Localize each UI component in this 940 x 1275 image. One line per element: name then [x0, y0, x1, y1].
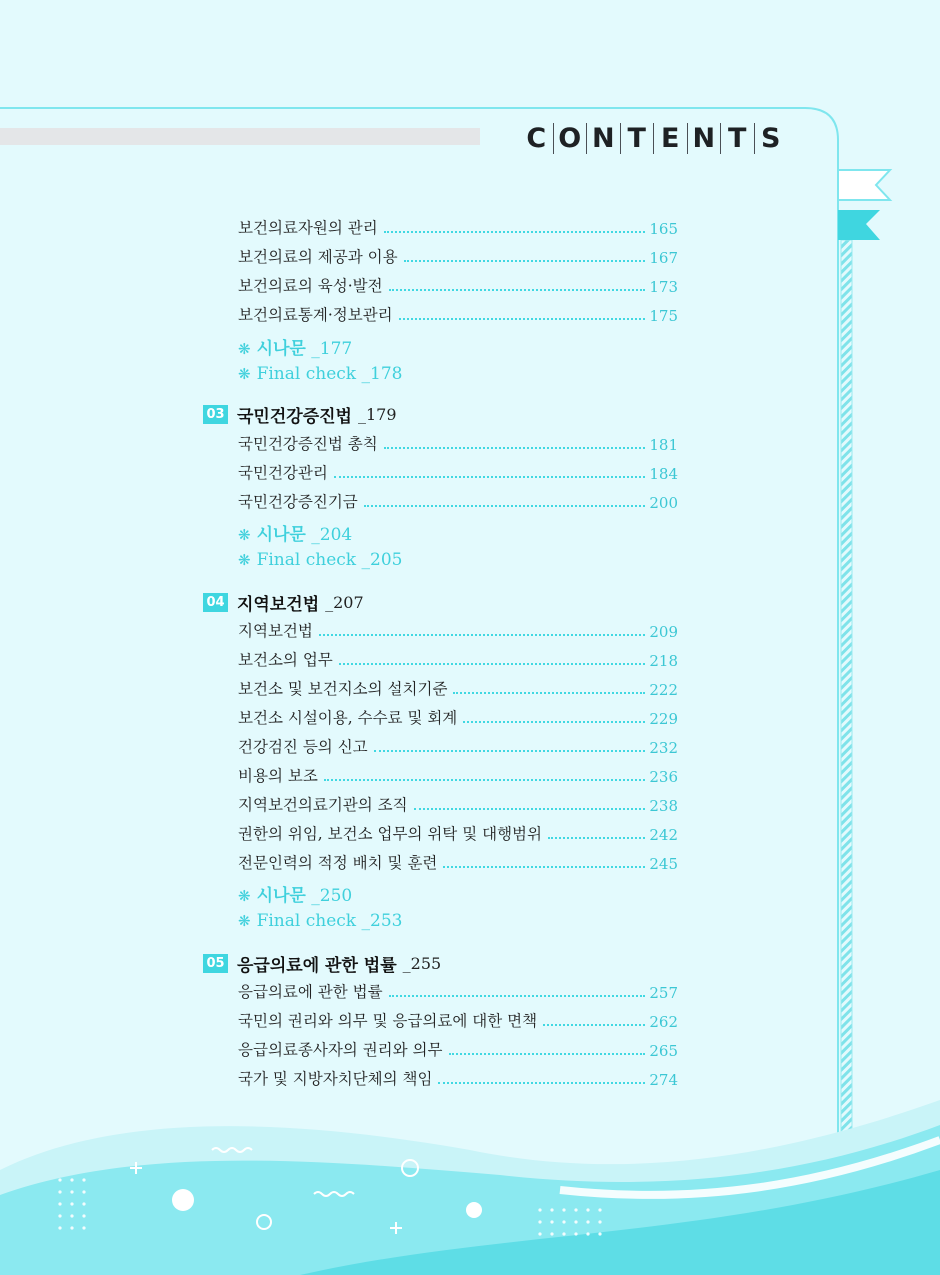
toc-entry[interactable] — [238, 490, 678, 512]
toc-scenario[interactable]: ❋ 시나문 _204 — [238, 525, 353, 545]
toc-entry-page: 238 — [649, 797, 678, 815]
toc-entry-title: 보건소 및 보건지소의 설치기준 — [238, 680, 448, 698]
chapter-title: 지역보건법 — [237, 594, 320, 615]
toc-entry-page: 262 — [649, 1013, 678, 1031]
toc-final-check[interactable]: ❋ Final check _205 — [238, 550, 403, 570]
toc-entry-title: 보건의료의 제공과 이용 — [238, 248, 398, 266]
toc-entry-title: 국가 및 지방자치단체의 책임 — [238, 1070, 433, 1088]
dot-leader — [339, 662, 646, 665]
chapter-heading[interactable] — [203, 401, 397, 427]
toc-entry-page: 218 — [649, 652, 678, 670]
toc-entry-page: 184 — [649, 465, 678, 483]
toc-entry-title: 국민건강증진법 총칙 — [238, 435, 378, 453]
dot-leader — [414, 807, 646, 810]
toc-entry-page: 257 — [649, 984, 678, 1002]
toc-entry[interactable] — [238, 648, 678, 670]
dot-leader — [389, 994, 646, 997]
toc-entry[interactable] — [238, 851, 678, 873]
chapter-title: 응급의료에 관한 법률 — [237, 955, 397, 976]
toc-entry[interactable] — [238, 793, 678, 815]
toc-entry[interactable] — [238, 822, 678, 844]
toc-entry-title: 보건의료통계·정보관리 — [238, 306, 393, 324]
toc-entry-page: 265 — [649, 1042, 678, 1060]
toc-entry-title: 응급의료종사자의 권리와 의무 — [238, 1041, 443, 1059]
dot-leader — [324, 778, 646, 781]
toc-entry[interactable] — [238, 461, 678, 483]
toc-entry-title: 보건소 시설이용, 수수료 및 회계 — [238, 709, 458, 727]
toc-entry-title: 비용의 보조 — [238, 767, 318, 785]
toc-scenario[interactable]: ❋ 시나문 _177 — [238, 339, 353, 359]
toc-entry-page: 181 — [649, 436, 678, 454]
asterisk-icon: ❋ — [238, 340, 251, 358]
toc-entry[interactable] — [238, 303, 678, 325]
contents-title: C O N T E N T S — [520, 120, 810, 156]
toc-entry-page: 222 — [649, 681, 678, 699]
dot-leader — [364, 504, 646, 507]
chapter-page: _179 — [357, 404, 397, 424]
dot-leader — [334, 475, 646, 478]
toc-entry[interactable] — [238, 677, 678, 699]
asterisk-icon: ❋ — [238, 912, 251, 930]
toc-entry[interactable] — [238, 735, 678, 757]
chapter-title: 국민건강증진법 — [237, 406, 352, 427]
dot-leader — [389, 288, 646, 291]
toc-entry[interactable] — [238, 980, 678, 1002]
chapter-number-badge: 04 — [203, 593, 228, 612]
toc-entry[interactable] — [238, 1038, 678, 1060]
toc-entry[interactable] — [238, 764, 678, 786]
toc-entry-page: 209 — [649, 623, 678, 641]
toc-entry[interactable] — [238, 1067, 678, 1089]
toc-entry-title: 보건의료자원의 관리 — [238, 219, 378, 237]
asterisk-icon: ❋ — [238, 887, 251, 905]
dot-leader — [374, 749, 646, 752]
toc-entry-title: 지역보건의료기관의 조직 — [238, 796, 408, 814]
dot-leader — [399, 317, 646, 320]
toc-entry-title: 전문인력의 적정 배치 및 훈련 — [238, 854, 438, 872]
dot-leader — [453, 691, 645, 694]
asterisk-icon: ❋ — [238, 365, 251, 383]
toc-entry-title: 건강검진 등의 신고 — [238, 738, 368, 756]
dot-leader — [449, 1052, 646, 1055]
dot-leader — [463, 720, 645, 723]
chapter-number-badge: 03 — [203, 405, 228, 424]
dot-leader — [548, 836, 645, 839]
toc-entry-page: 229 — [649, 710, 678, 728]
chapter-heading[interactable] — [203, 589, 364, 615]
dot-leader — [443, 865, 645, 868]
toc-entry-title: 응급의료에 관한 법률 — [238, 983, 383, 1001]
toc-entry[interactable] — [238, 432, 678, 454]
toc-scenario[interactable]: ❋ 시나문 _250 — [238, 886, 353, 906]
toc-entry[interactable] — [238, 619, 678, 641]
toc-entry[interactable] — [238, 245, 678, 267]
toc-entry[interactable] — [238, 274, 678, 296]
toc-entry-title: 보건소의 업무 — [238, 651, 333, 669]
dot-leader — [438, 1081, 645, 1084]
toc-entry-title: 지역보건법 — [238, 622, 313, 640]
toc-entry-title: 국민건강관리 — [238, 464, 328, 482]
chapter-page: _255 — [402, 953, 442, 973]
toc-entry-page: 242 — [649, 826, 678, 844]
chapter-heading[interactable] — [203, 950, 441, 976]
toc-entry-title: 국민의 권리와 의무 및 응급의료에 대한 면책 — [238, 1012, 538, 1030]
asterisk-icon: ❋ — [238, 551, 251, 569]
toc-final-check[interactable]: ❋ Final check _253 — [238, 911, 403, 931]
dot-leader — [384, 230, 646, 233]
toc-entry-page: 274 — [649, 1071, 678, 1089]
toc-entry-title: 국민건강증진기금 — [238, 493, 358, 511]
toc-entry-page: 167 — [649, 249, 678, 267]
dot-leader — [384, 446, 646, 449]
dot-leader — [319, 633, 645, 636]
toc-entry-title: 보건의료의 육성·발전 — [238, 277, 383, 295]
toc-entry-title: 권한의 위임, 보건소 업무의 위탁 및 대행범위 — [238, 825, 543, 843]
toc-entry[interactable] — [238, 216, 678, 238]
toc-final-check[interactable]: ❋ Final check _178 — [238, 364, 403, 384]
chapter-page: _207 — [325, 592, 364, 612]
toc-entry-page: 245 — [649, 855, 678, 873]
toc-entry-page: 200 — [649, 494, 678, 512]
dot-leader — [543, 1023, 645, 1026]
toc-entry-page: 232 — [649, 739, 678, 757]
toc-entry-page: 236 — [649, 768, 678, 786]
dot-leader — [404, 259, 646, 262]
asterisk-icon: ❋ — [238, 526, 251, 544]
chapter-number-badge: 05 — [203, 954, 228, 973]
toc-entry-page: 175 — [649, 307, 678, 325]
toc-entry[interactable] — [238, 1009, 678, 1031]
toc-entry[interactable] — [238, 706, 678, 728]
toc-entry-page: 173 — [649, 278, 678, 296]
toc-entry-page: 165 — [649, 220, 678, 238]
